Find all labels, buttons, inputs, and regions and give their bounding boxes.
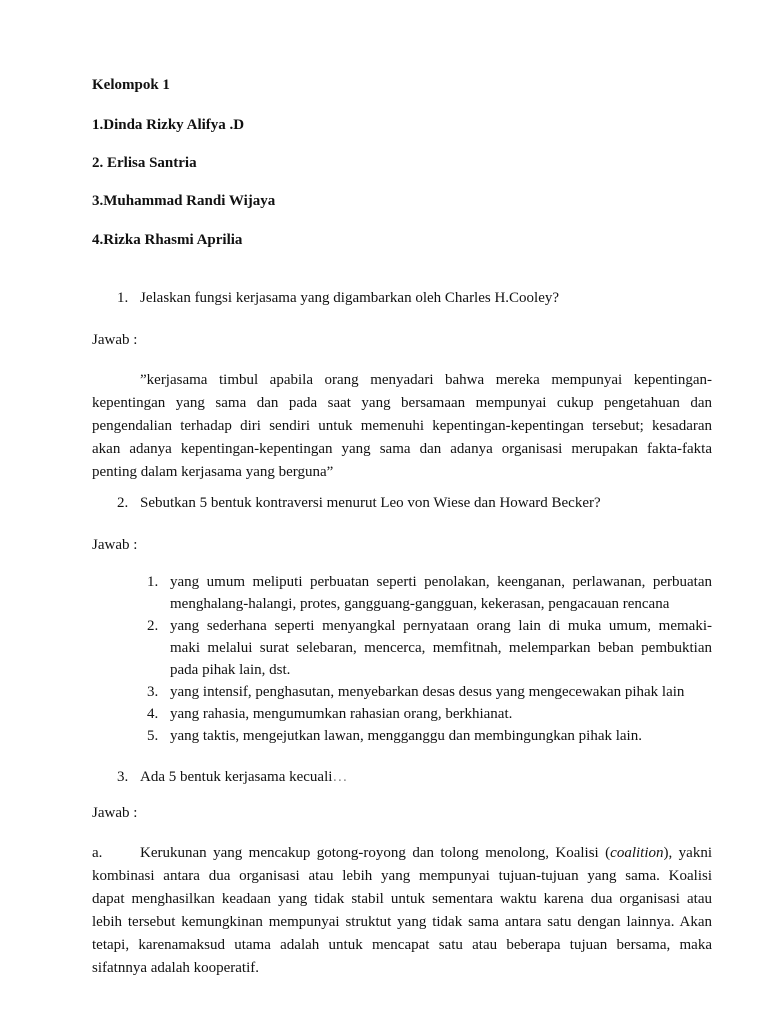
question-2-number: 2. <box>117 495 129 511</box>
answer-2-label: Jawab : <box>92 537 138 553</box>
question-3-text <box>140 768 347 786</box>
question-3-number: 3. <box>117 769 129 785</box>
list-item-line: yang umum meliputi perbuatan seperti penolakan, keenganan, perlawanan, perbuatan <box>170 574 712 590</box>
list-item-line: pada pihak lain, dst. <box>170 662 291 678</box>
answer-3-line: sifatnnya adalah kooperatif. <box>92 960 260 976</box>
member-2: 2. Erlisa Santria <box>92 155 197 171</box>
answer-3-line: dapat menghasilkan keadaan yang tidak stabil untuk sementara waktu karena dua organisasi atau <box>92 891 712 907</box>
answer-1-line: penting dalam kerjasama yang berguna” <box>92 464 334 480</box>
list-item-number: 1. <box>147 574 159 590</box>
answer-3-line: kombinasi antara dua organisasi atau lebih yang mempunyai tujuan-tujuan yang sama. Koalisi <box>92 868 712 884</box>
question-3-label: Ada 5 bentuk kerjasama kecuali <box>140 769 333 785</box>
answer-1-line: kepentingan yang sama dan pada saat yang bersamaan mempunyai cukup pengetahuan dan <box>92 395 712 411</box>
answer-3-label: Jawab : <box>92 805 138 821</box>
list-item-line: menghalang-halangi, protes, gangguang-gangguan, kekerasan, pengacauan rencana <box>170 596 670 612</box>
member-3: 3.Muhammad Randi Wijaya <box>92 193 276 209</box>
question-1-number: 1. <box>117 290 129 306</box>
list-item-number: 3. <box>147 684 159 700</box>
question-2-text: Sebutkan 5 bentuk kontraversi menurut Leo von Wiese dan Howard Becker? <box>140 495 601 511</box>
answer-1-line: akan adanya kepentingan-kepentingan yang sama dan adanya organisasi merupakan fakta-fakta <box>92 441 712 457</box>
answer-3-italic-term: coalition <box>610 845 664 861</box>
answer-3-text-pre: Kerukunan yang mencakup gotong-royong dan tolong menolong, Koalisi ( <box>140 845 611 861</box>
list-item-line: yang sederhana seperti menyangkal pernyataan orang lain di muka umum, memaki- <box>170 618 712 634</box>
answer-1-label: Jawab : <box>92 332 138 348</box>
answer-3-text-post: ), yakni <box>663 845 712 861</box>
answer-3-letter: a. <box>92 845 103 861</box>
list-item-number: 4. <box>147 706 159 722</box>
list-item-line: maki melalui surat selebaran, mencerca, memfitnah, melemparkan beban pembuktian <box>170 640 712 656</box>
ellipsis: … <box>332 769 348 785</box>
answer-1-line: pengendalian terhadap diri sendiri untuk memenuhi kepentingan-kepentingan tersebut; kesadaran <box>92 418 712 434</box>
member-4: 4.Rizka Rhasmi Aprilia <box>92 232 243 248</box>
group-title: Kelompok 1 <box>92 77 170 93</box>
member-1: 1.Dinda Rizky Alifya .D <box>92 117 245 133</box>
list-item-number: 2. <box>147 618 159 634</box>
list-item-number: 5. <box>147 728 159 744</box>
list-item-line: yang intensif, penghasutan, menyebarkan desas desus yang mengecewakan pihak lain <box>170 684 685 700</box>
answer-3-first-line <box>140 844 712 862</box>
answer-1-line: ”kerjasama timbul apabila orang menyadari bahwa mereka mempunyai kepentingan- <box>140 372 712 388</box>
list-item-line: yang rahasia, mengumumkan rahasian orang, berkhianat. <box>170 706 513 722</box>
question-1-text: Jelaskan fungsi kerjasama yang digambarkan oleh Charles H.Cooley? <box>140 290 560 306</box>
answer-3-line: tetapi, karenamaksud utama adalah untuk mencapat satu atau beberapa tujuan bersama, maka <box>92 937 712 953</box>
list-item-line: yang taktis, mengejutkan lawan, mengganggu dan membingungkan pihak lain. <box>170 728 642 744</box>
answer-3-line: lebih tersebut kemungkinan mempunyai struktut yang tidak sama antara satu dengan lainnya. Akan <box>92 914 712 930</box>
